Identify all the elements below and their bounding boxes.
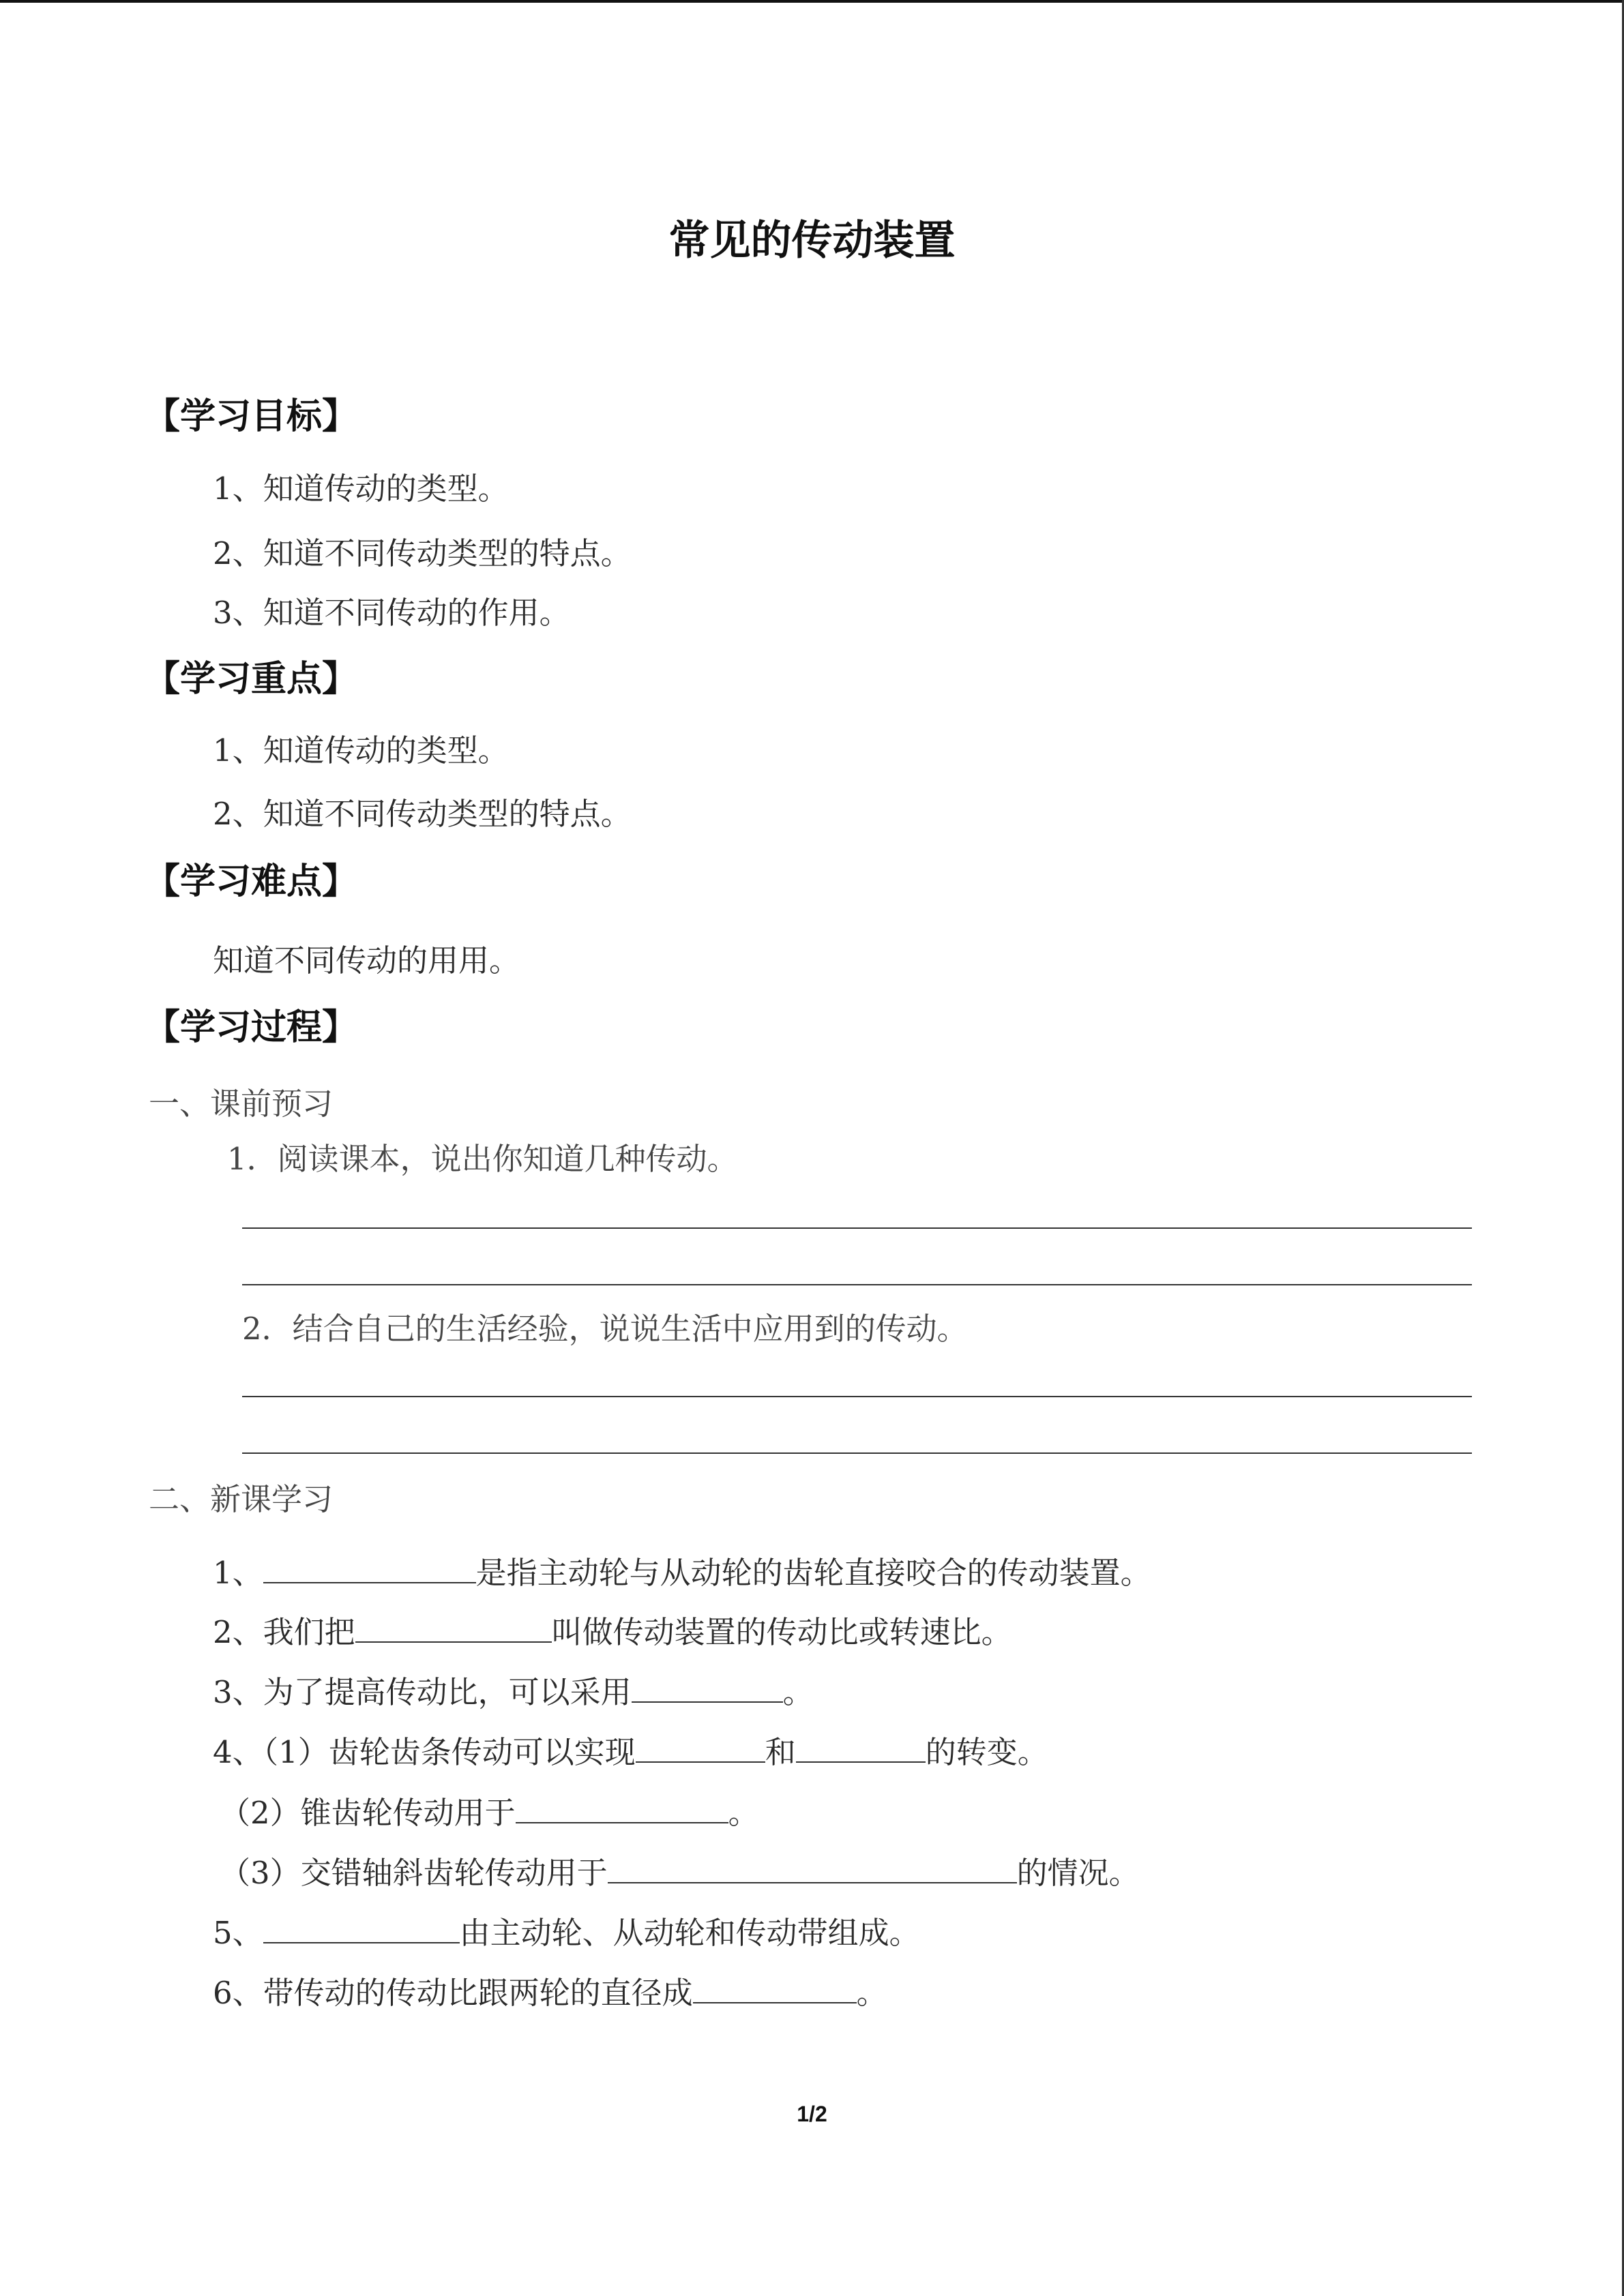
lesson-question-4-3: （3）交错轴斜齿轮传动用于 的情况。 [220, 1855, 1140, 1891]
answer-line[interactable] [242, 1396, 1472, 1397]
new-lesson-section-title: 二、新课学习 [149, 1481, 334, 1517]
objectives-heading: 【学习目标】 [145, 396, 358, 437]
key-point-item-1: 1、知道传动的类型。 [213, 732, 509, 769]
lesson-question-2: 2、我们把 叫做传动装置的传动比或转速比。 [213, 1614, 1012, 1650]
answer-line[interactable] [242, 1284, 1472, 1285]
fill-blank[interactable] [355, 1614, 552, 1643]
key-points-heading: 【学习重点】 [145, 659, 358, 700]
fill-blank[interactable] [632, 1674, 783, 1703]
lesson-question-5: 5、 由主动轮、从动轮和传动带组成。 [213, 1915, 920, 1951]
lesson-question-4-2: （2）锥齿轮传动用于 。 [220, 1795, 759, 1831]
page-number: 1/2 [797, 2102, 827, 2126]
answer-line[interactable] [242, 1452, 1472, 1454]
difficulties-heading: 【学习难点】 [145, 861, 358, 902]
fill-blank[interactable] [263, 1555, 476, 1583]
lesson-question-3: 3、为了提高传动比，可以采用 。 [213, 1674, 814, 1710]
preview-question-1: 1．阅读课本，说出你知道几种传动。 [227, 1141, 738, 1177]
fill-blank[interactable] [796, 1734, 926, 1763]
lesson-question-1: 1、 是指主动轮与从动轮的齿轮直接咬合的传动装置。 [213, 1555, 1151, 1591]
objective-item-3: 3、知道不同传动的作用。 [213, 595, 570, 631]
page-title: 常见的传动装置 [668, 217, 956, 265]
lesson-question-6: 6、带传动的传动比跟两轮的直径成 。 [213, 1975, 887, 2011]
fill-blank[interactable] [516, 1795, 728, 1823]
fill-blank[interactable] [636, 1734, 765, 1763]
objective-item-2: 2、知道不同传动类型的特点。 [213, 535, 632, 571]
fill-blank[interactable] [263, 1915, 460, 1943]
fill-blank[interactable] [693, 1975, 857, 2003]
lesson-question-4: 4、（1）齿轮齿条传动可以实现 和 的转变。 [213, 1734, 1048, 1770]
preview-section-title: 一、课前预习 [149, 1086, 334, 1122]
process-heading: 【学习过程】 [145, 1007, 358, 1048]
fill-blank[interactable] [608, 1855, 1017, 1883]
top-border [0, 0, 1624, 3]
answer-line[interactable] [242, 1227, 1472, 1229]
difficulty-text: 知道不同传动的用用。 [213, 942, 520, 979]
preview-question-2: 2．结合自己的生活经验，说说生活中应用到的传动。 [242, 1311, 968, 1347]
key-point-item-2: 2、知道不同传动类型的特点。 [213, 796, 632, 832]
objective-item-1: 1、知道传动的类型。 [213, 471, 509, 507]
